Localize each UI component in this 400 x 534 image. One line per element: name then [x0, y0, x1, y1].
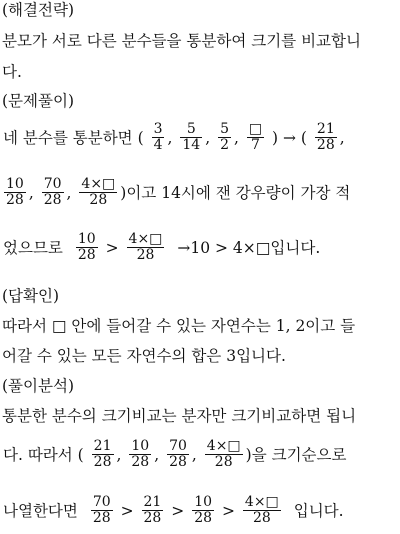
- comma: ,: [154, 445, 160, 464]
- problem-title: (문제풀이): [2, 92, 74, 110]
- analysis-line-3: [2, 495, 345, 526]
- strategy-line-2: 다.: [2, 63, 22, 81]
- sol-l1-arrow: ) → (: [272, 128, 307, 147]
- fraction-4box-28: $\frac{4\times□}{28}$: [244, 494, 279, 526]
- fraction-5-14: $\frac{5}{14}$: [182, 121, 201, 153]
- fraction-4box-28: $\frac{4\times□}{28}$: [81, 176, 116, 208]
- fraction-21-28: $\frac{21}{28}$: [143, 494, 162, 526]
- sol-l3-start: 었으므로: [3, 238, 63, 257]
- greater-than: >: [105, 238, 119, 257]
- fraction-3-4: $\frac{3}{4}$: [153, 121, 163, 153]
- greater-than: >: [221, 501, 235, 520]
- comma: ,: [66, 183, 72, 202]
- fraction-box-7: $\frac{□}{7}$: [248, 121, 263, 153]
- analysis-line-2: [2, 439, 347, 470]
- strategy-line-1: 분모가 서로 다른 분수들을 통분하여 크기를 비교합니: [2, 32, 361, 50]
- fraction-10-28: $\frac{10}{28}$: [194, 494, 213, 526]
- fraction-10-28: $\frac{10}{28}$: [77, 231, 96, 263]
- comma: ,: [116, 445, 122, 464]
- comma: ,: [191, 445, 197, 464]
- comma: ,: [339, 128, 345, 147]
- solution-line-1: [2, 122, 346, 153]
- answer-line-2: 어갈 수 있는 모든 자연수의 합은 3입니다.: [2, 347, 286, 365]
- solution-line-3: [2, 232, 321, 263]
- fraction-70-28: $\frac{70}{28}$: [169, 438, 187, 470]
- ana-l2-start: 다. 따라서 (: [3, 445, 84, 464]
- fraction-70-28: $\frac{70}{28}$: [92, 494, 111, 526]
- greater-than: >: [171, 501, 185, 520]
- fraction-4box-28: $\frac{4\times□}{28}$: [128, 231, 163, 263]
- sol-l2-end: )이고 14시에 잰 강우량이 가장 적: [120, 183, 351, 202]
- fraction-10-28: $\frac{10}{28}$: [131, 438, 150, 470]
- comma: ,: [28, 183, 34, 202]
- fraction-4box-28: $\frac{4\times□}{28}$: [206, 438, 241, 470]
- ana-l3-end: 입니다.: [293, 501, 344, 520]
- sol-l1-start: 네 분수를 통분하면 (: [3, 128, 144, 147]
- comma: ,: [233, 128, 239, 147]
- answer-line-1: 따라서 □ 안에 들어갈 수 있는 자연수는 1, 2이고 들: [2, 317, 356, 335]
- fraction-5-2: $\frac{5}{2}$: [220, 121, 229, 153]
- comma: ,: [167, 128, 173, 147]
- ana-l3-start: 나열한다면: [3, 501, 78, 520]
- solution-line-2: [2, 177, 351, 208]
- analysis-line-1: 통분한 분수의 크기비교는 분자만 크기비교하면 됩니: [2, 407, 357, 425]
- fraction-10-28: $\frac{10}{28}$: [6, 176, 24, 208]
- comma: ,: [205, 128, 211, 147]
- analysis-title: (풀이분석): [2, 377, 74, 395]
- fraction-21-28: $\frac{21}{28}$: [93, 438, 112, 470]
- fraction-70-28: $\frac{70}{28}$: [43, 176, 62, 208]
- answer-title: (답확인): [2, 287, 60, 305]
- fraction-21-28: $\frac{21}{28}$: [316, 121, 335, 153]
- sol-l3-end: →10 > 4×□입니다.: [177, 238, 321, 257]
- greater-than: >: [120, 501, 134, 520]
- strategy-title: (해결전략): [2, 1, 74, 19]
- ana-l2-end: )을 크기순으로: [245, 445, 347, 464]
